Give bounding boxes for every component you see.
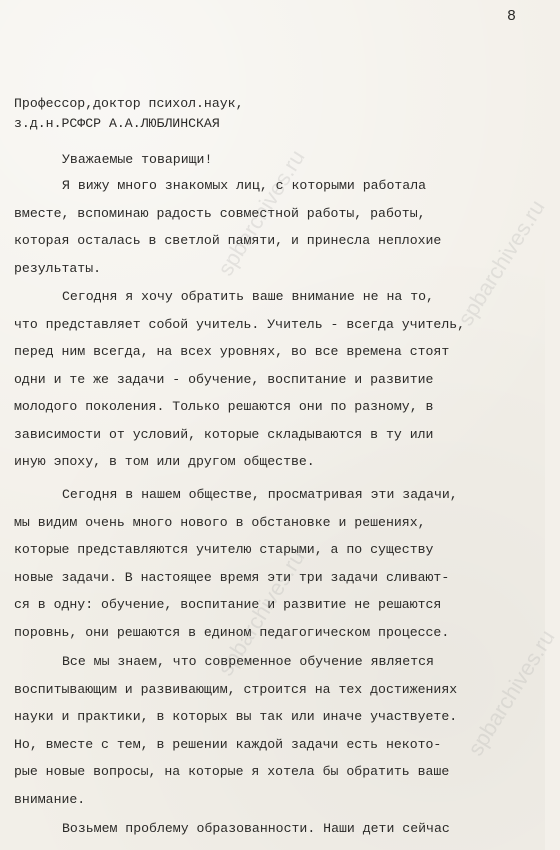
text-line: результаты. [14, 260, 102, 276]
text-line: Но, вместе с тем, в решении каждой задачи есть некото- [14, 736, 442, 752]
paragraph-5 [14, 815, 544, 843]
text-line: поровнь, они решаются в едином педагогическом процессе. [14, 624, 450, 640]
text-line: мы видим очень много нового в обстановке и решениях, [14, 514, 426, 530]
watermark: spbarchives.ru [212, 545, 310, 681]
text-line: науки и практики, в которых вы так или иначе участвуете. [14, 709, 458, 724]
text-line: что представляет собой учитель. Учитель - всегда учитель, [14, 316, 466, 332]
paragraph-4 [14, 648, 544, 813]
text-line: ся в одну: обучение, воспитание и развитие не решаются [14, 597, 442, 612]
text-line: Сегодня в нашем обществе, просматривая эти задачи, [62, 487, 458, 502]
author-name-line: з.д.н.РСФСР А.А.ЛЮБЛИНСКАЯ [14, 116, 220, 131]
text-line: Все мы знаем, что современное обучение является [62, 654, 434, 669]
greeting: Уважаемые товарищи! [62, 152, 213, 167]
watermark: spbarchives.ru [452, 195, 550, 331]
watermark: spbarchives.ru [462, 625, 560, 761]
text-line: иную эпоху, в том или другом обществе. [14, 454, 315, 469]
paragraph-2 [14, 283, 544, 476]
author-title-line: Профессор,доктор психол.наук, [14, 96, 244, 111]
text-line: рые новые вопросы, на которые я хотела бы обратить ваше [14, 764, 450, 779]
text-line: новые задачи. В настоящее время эти три задачи сливают- [14, 569, 450, 585]
text-line: перед ним всегда, на всех уровнях, во все времена стоят [14, 344, 450, 359]
watermark: spbarchives.ru [212, 145, 310, 281]
text-line: которые представляются учителю старыми, а по существу [14, 542, 434, 557]
text-line: одни и те же задачи - обучение, воспитание и развитие [14, 371, 434, 387]
author-heading [14, 94, 244, 134]
text-line: вместе, вспоминаю радость совместной работы, работы, [14, 205, 426, 221]
text-line: Сегодня я хочу обратить ваше внимание не на то, [62, 289, 434, 304]
page-number: 8 [507, 8, 517, 25]
paragraph-1 [14, 172, 544, 282]
text-line: зависимости от условий, которые складываются в ту или [14, 426, 434, 442]
paragraph-3 [14, 481, 544, 646]
text-line: Я вижу много знакомых лиц, с которыми работала [62, 178, 427, 193]
text-line: воспитывающим и развивающим, строится на тех достижениях [14, 681, 458, 697]
text-line: внимание. [14, 791, 86, 807]
text-line: молодого поколения. Только решаются они по разному, в [14, 399, 434, 414]
text-line: которая осталась в светлой памяти, и принесла неплохие [14, 233, 442, 248]
text-line: Возьмем проблему образованности. Наши дети сейчас [62, 821, 450, 836]
